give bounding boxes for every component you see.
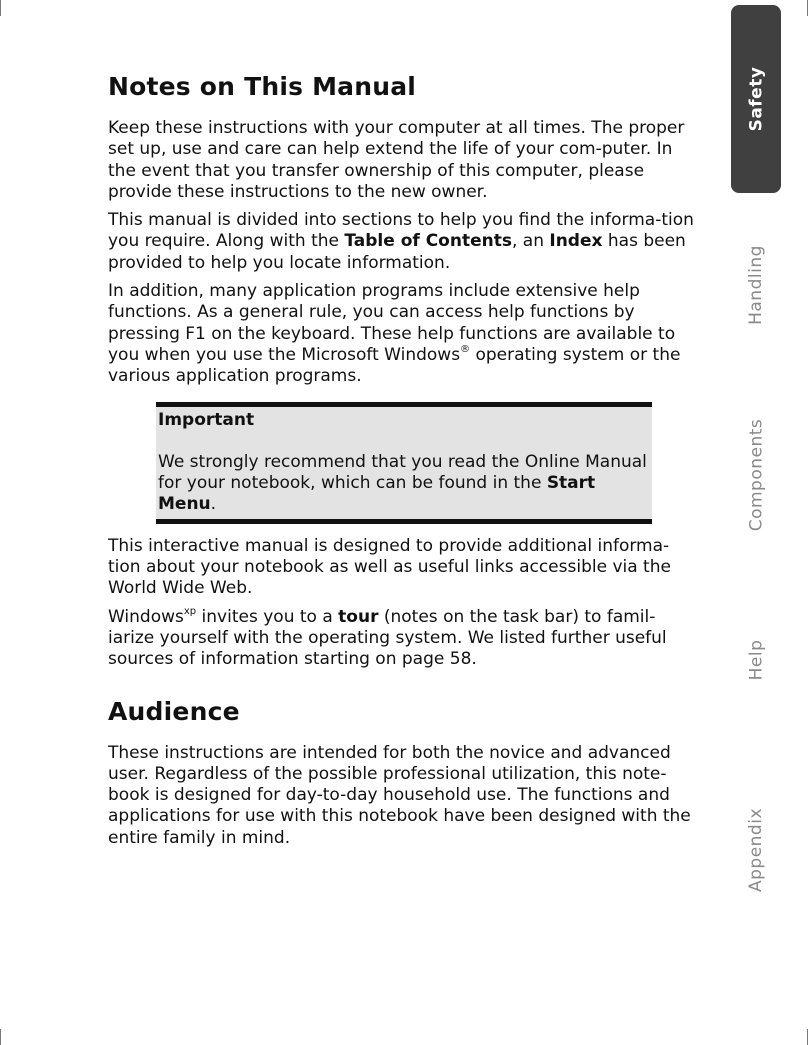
superscript-xp: xp bbox=[183, 605, 197, 617]
tab-help[interactable] bbox=[731, 620, 781, 700]
bold-start-menu: Start Menu bbox=[158, 473, 596, 515]
tab-safety[interactable] bbox=[731, 5, 781, 193]
tab-label: Appendix bbox=[746, 807, 766, 893]
page-content bbox=[108, 72, 700, 856]
bold-index: Index bbox=[549, 231, 603, 252]
tab-label: Safety bbox=[746, 66, 767, 132]
paragraph-interactive-manual: This interactive manual is designed to provide additional informa-tion about your notebook as well as useful links accessible via the World Wide Web. bbox=[108, 535, 671, 599]
tab-label: Help bbox=[745, 639, 766, 681]
tab-appendix[interactable] bbox=[731, 795, 781, 905]
tab-components[interactable] bbox=[731, 400, 781, 550]
note-title: Important bbox=[158, 409, 255, 430]
text-span: Windows bbox=[108, 606, 184, 627]
bold-table-of-contents: Table of Contents bbox=[344, 231, 512, 252]
text-span: , an bbox=[511, 231, 550, 252]
heading-audience: Audience bbox=[108, 696, 240, 726]
text-span: invites you to a bbox=[196, 606, 339, 627]
text-span: We strongly recommend that you read the Online Manual for your notebook, which can be found in the bbox=[158, 451, 647, 494]
crop-mark-top-left bbox=[0, 0, 1, 16]
paragraph-audience: These instructions are intended for both the novice and advanced user. Regardless of the possible professional utilization, this note-book is designed for day-to-day household use. The functions and applications for use with this notebook have been designed with the entire family in mind. bbox=[108, 742, 691, 848]
tab-handling[interactable] bbox=[731, 220, 781, 350]
text-span: This manual is divided into sections to help you find the informa-tion you require. Along with the bbox=[108, 210, 694, 252]
paragraph-keep-instructions: Keep these instructions with your computer at all times. The proper set up, use and care can help extend the life of your com-puter. In the event that you transfer ownership of this computer, please provide these instructions to the new owner. bbox=[108, 118, 685, 202]
registered-mark: ® bbox=[460, 343, 471, 355]
paragraph-help-functions bbox=[108, 281, 700, 387]
paragraph-manual-sections bbox=[108, 210, 700, 274]
crop-mark-bottom-left bbox=[0, 1029, 1, 1045]
heading-notes-on-manual: Notes on This Manual bbox=[108, 72, 417, 101]
text-span: In addition, many application programs include extensive help functions. As a general rule, you can access help functions by pressing F1 on the keyboard. These help functions are available to you when you use the Microsoft Windows bbox=[108, 281, 676, 365]
note-text bbox=[158, 452, 650, 516]
paragraph-windows-tour bbox=[108, 607, 700, 671]
text-span: . bbox=[210, 494, 217, 515]
text-span: (notes on the task bar) to famil-iarize yourself with the operating system. We listed further useful sources of information starting on page 58. bbox=[108, 606, 667, 670]
bold-tour: tour bbox=[338, 606, 379, 627]
text-span: has been provided to help you locate information. bbox=[108, 231, 686, 273]
important-note-box bbox=[156, 402, 652, 524]
text-span: operating system or the various application programs. bbox=[108, 344, 681, 387]
tab-label: Components bbox=[746, 418, 766, 532]
tab-label: Handling bbox=[746, 245, 766, 325]
